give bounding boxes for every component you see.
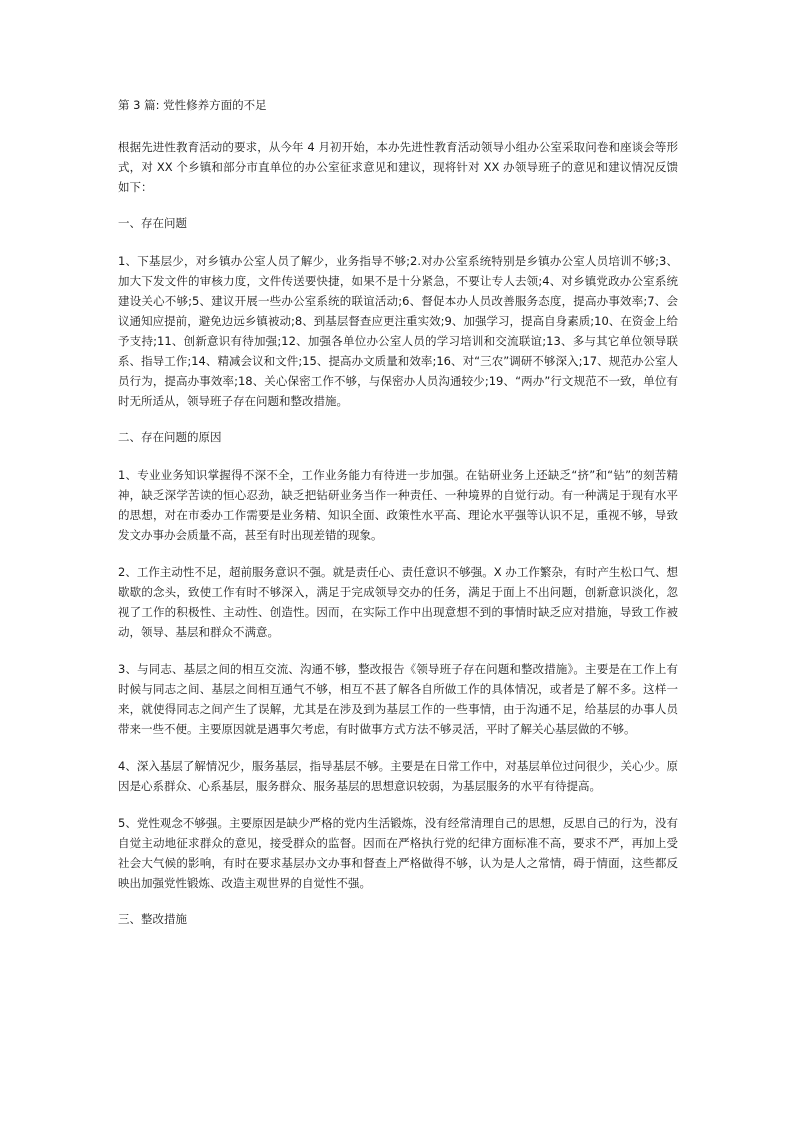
cause-paragraph-5: 5、党性观念不够强。主要原因是缺少严格的党内生活锻炼，没有经常清理自己的思想，反思自己的行为，没有自觉主动地征求群众的意见，接受群众的监督。因而在严格执行党的纪律方面标准不高，要求不严，再加上受社会大气候的影响，有时在要求基层办文办事和督查上严格做得不够，认为是人之常情，碍于情面，这些都反映出加强党性锻炼、改造主观世界的自觉性不强。 (118, 816, 678, 890)
cause-paragraph-1: 1、专业业务知识掌握得不深不全，工作业务能力有待进一步加强。在钻研业务上还缺乏“挤”和“钻”的刻苦精神，缺乏深学苦读的恒心忍劲，缺乏把钻研业务当作一种责任、一种境界的自觉行动。有一种满足于现有水平的思想，对在市委办工作需要是业务精、知识全面、政策性水平高、理论水平强等认识不足，重视不够，导致发文办事办会质量不高，甚至有时出现差错的现象。 (118, 468, 678, 542)
section-heading-measures: 三、整改措施 (118, 912, 187, 926)
cause-paragraph-3: 3、与同志、基层之间的相互交流、沟通不够，整改报告《领导班子存在问题和整改措施》。主要是在工作上有时候与同志之间、基层之间相互通气不够，相互不甚了解各自所做工作的具体情况，或者是了解不多。这样一来，就使得同志之间产生了误解，尤其是在涉及到为基层工作的一些事情，由于沟通不足，给基层的办事人员带来一些不便。主要原因就是遇事欠考虑，有时做事方式方法不够灵活，平时了解关心基层做的不够。 (118, 662, 678, 736)
document-title: 第 3 篇: 党性修养方面的不足 (118, 98, 267, 112)
cause-paragraph-2: 2、工作主动性不足，超前服务意识不强。就是责任心、责任意识不够强。X 办工作繁杂，有时产生松口气、想歇歇的念头，致使工作有时不够深入，满足于完成领导交办的任务，满足于面上不出问题，创新意识淡化，忽视了工作的积极性、主动性、创造性。因而，在实际工作中出现意想不到的事情时缺乏应对措施，导致工作被动，领导、基层和群众不满意。 (118, 565, 678, 639)
cause-paragraph-4: 4、深入基层了解情况少，服务基层，指导基层不够。主要是在日常工作中，对基层单位过问很少，关心少。原因是心系群众、心系基层，服务群众、服务基层的思想意识较弱，为基层服务的水平有待提高。 (118, 759, 678, 793)
intro-paragraph: 根据先进性教育活动的要求，从今年 4 月初开始，本办先进性教育活动领导小组办公室采取问卷和座谈会等形式，对 XX 个乡镇和部分市直单位的办公室征求意见和建议，现将针对 XX 办领导班子的意见和建议情况反馈如下： (118, 140, 678, 194)
problems-paragraph: 1、下基层少，对乡镇办公室人员了解少，业务指导不够;2.对办公室系统特别是乡镇办公室人员培训不够;3、加大下发文件的审核力度，文件传送要快捷，如果不是十分紧急，不要让专人去领;4、对乡镇党政办公室系统建设关心不够;5、建议开展一些办公室系统的联谊活动;6、督促本办人员改善服务态度，提高办事效率;7、会议通知应提前，避免边远乡镇被动;8、到基层督查应更注重实效;9、加强学习，提高自身素质;10、在资金上给予支持;11、创新意识有待加强;12、加强各单位办公室人员的学习培训和交流联谊;13、多与其它单位领导联系、指导工作;14、精减会议和文件;15、提高办文质量和效率;16、对“三农”调研不够深入;17、规范办公室人员行为，提高办事效率;18、关心保密工作不够，与保密办人员沟通较少;19、“两办”行文规范不一致，单位有时无所适从，领导班子存在问题和整改措施。 (118, 254, 678, 408)
document-page (118, 96, 678, 947)
section-heading-problems: 一、存在问题 (118, 216, 187, 230)
section-heading-causes: 二、存在问题的原因 (118, 430, 222, 444)
